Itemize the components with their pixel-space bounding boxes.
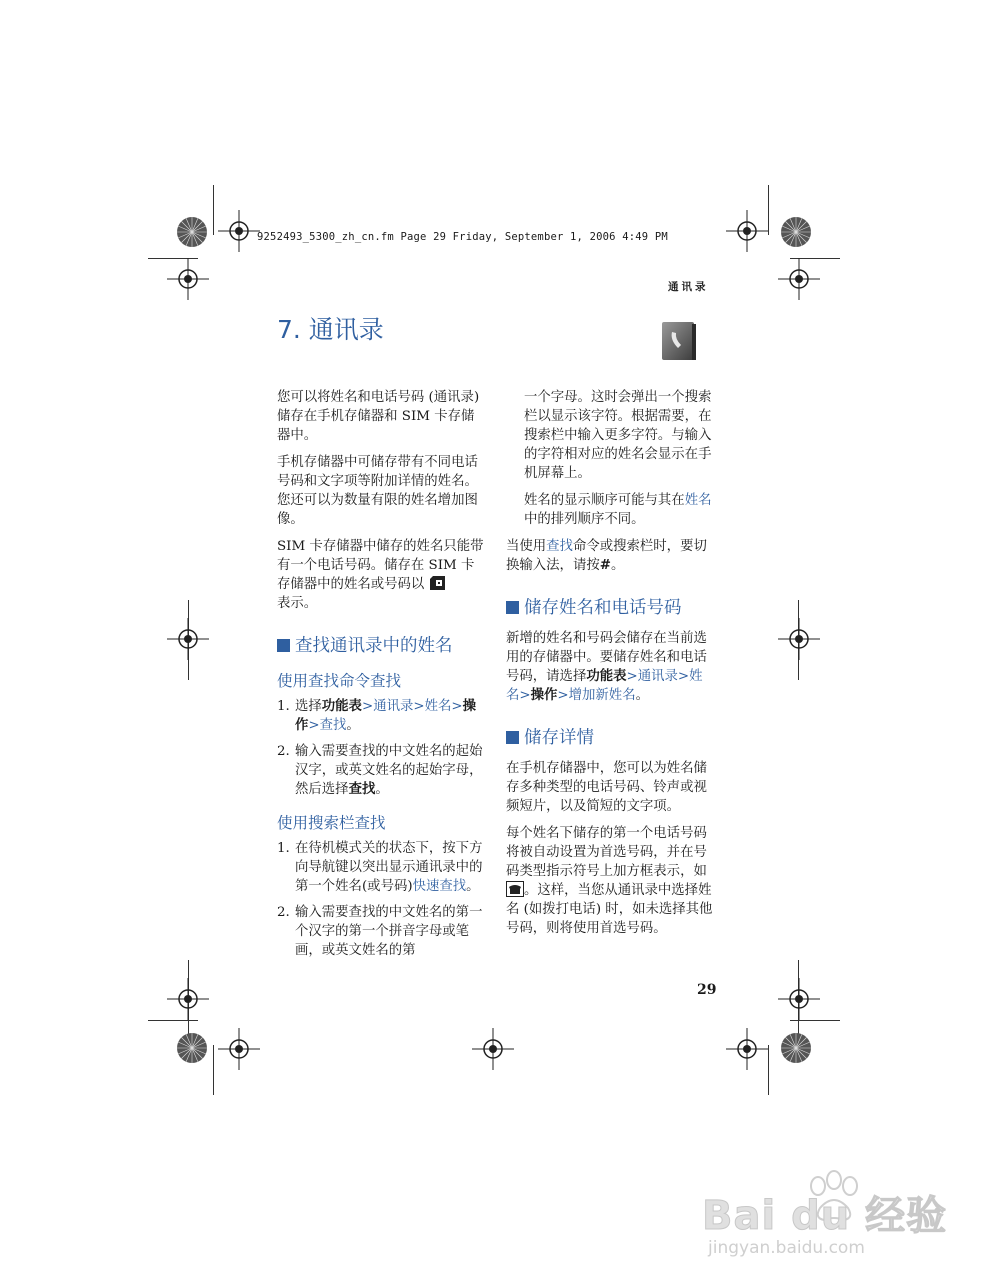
phone-memory-paragraph: 手机存储器中可储存带有不同电话号码和文字项等附加详情的姓名。您还可以为数量有限的姓名增加图像。 [277, 455, 478, 527]
registration-target-icon [472, 1028, 514, 1070]
heading-square-icon [277, 639, 290, 652]
options-label: 操作 [295, 699, 476, 733]
note-text: 中的排列顺序不同。 [524, 512, 645, 527]
path-separator: > [451, 699, 463, 714]
names-link[interactable]: 姓名 [506, 669, 703, 703]
paragraph-text: 。 [635, 688, 649, 703]
section-heading-find [277, 635, 487, 657]
path-separator: > [308, 718, 320, 733]
step-text-part: 在待机模式关的状态下，按下方向导航键以突出显示通讯录中的第一个姓名(或号码) [295, 841, 483, 894]
step-number: 1. [277, 699, 290, 714]
starburst-mark-icon [176, 216, 208, 248]
watermark-brand: Bai du 经验 [702, 1193, 948, 1239]
note-text: 命令或搜索栏时，要切换输入法，请按 [506, 539, 707, 573]
step-text [295, 697, 487, 735]
path-separator: > [677, 669, 690, 684]
list-item [277, 903, 487, 960]
sim-text: SIM 卡存储器中储存的姓名只能带有一个电话号码。储存在 SIM 卡存储器中的姓名或号码以 [277, 539, 484, 592]
display-order-note [506, 491, 714, 529]
subheading-search-bar: 使用搜索栏查找 [277, 814, 386, 832]
baidu-watermark [700, 1160, 948, 1260]
list-item [277, 742, 487, 799]
save-paragraph [506, 629, 714, 705]
input-method-note [506, 537, 714, 575]
registration-target-icon [218, 1028, 260, 1070]
right-column [506, 388, 714, 946]
note-text: 当使用 [506, 539, 547, 554]
section-heading-save [506, 597, 714, 619]
file-header: 9252493_5300_zh_cn.fm Page 29 Friday, September 1, 2006 4:49 PM [257, 231, 668, 243]
subheading-find-command: 使用查找命令查找 [277, 672, 402, 690]
names-link[interactable]: 姓名 [684, 493, 712, 508]
path-separator: > [557, 688, 569, 703]
registration-target-icon [167, 258, 209, 300]
sim-memory-paragraph [277, 537, 487, 613]
sim-card-icon [429, 575, 449, 591]
step-number: 2. [277, 744, 290, 759]
crop-line [768, 185, 769, 235]
path-separator: > [361, 699, 374, 714]
running-head: 通讯录 [668, 281, 709, 293]
step-text-part: 输入需要查找的中文姓名的起始汉字，或英文姓名的起始字母，然后选择 [295, 744, 483, 797]
starburst-mark-icon [780, 216, 812, 248]
step-end: 。 [375, 782, 389, 797]
list-item [277, 839, 487, 896]
page-number: 29 [697, 982, 717, 998]
find-link[interactable]: 查找 [546, 539, 573, 554]
details-paragraph: 在手机存储器中，您可以为姓名储存多种类型的电话号码、铃声或视频短片，以及简短的文字项。 [506, 761, 707, 814]
crop-line [148, 1020, 198, 1021]
note-text: 。 [610, 558, 625, 573]
section-heading-text: 查找通讯录中的姓名 [295, 636, 453, 656]
registration-target-icon [167, 618, 209, 660]
crop-line [213, 185, 214, 235]
menu-label: 功能表 [321, 699, 362, 714]
heading-square-icon [506, 601, 519, 614]
intro-paragraph: 您可以将姓名和电话号码 (通讯录) 储存在手机存储器和 SIM 卡存储器中。 [277, 390, 480, 443]
path-separator: > [519, 688, 531, 703]
step-text-part: 选择 [295, 699, 322, 714]
menu-label: 功能表 [586, 669, 627, 684]
step-number: 1. [277, 841, 290, 856]
heading-square-icon [506, 731, 519, 744]
path-separator: > [626, 669, 638, 684]
list-item [277, 697, 487, 735]
starburst-mark-icon [176, 1032, 208, 1064]
add-name-link[interactable]: 增加新姓名 [568, 688, 636, 703]
registration-target-icon [778, 978, 820, 1020]
contacts-link[interactable]: 通讯录 [637, 669, 678, 684]
hash-key-label: # [599, 558, 611, 573]
watermark-url: jingyan.baidu.com [708, 1238, 865, 1258]
starburst-mark-icon [780, 1032, 812, 1064]
quick-find-link[interactable]: 快速查找 [412, 879, 467, 894]
paragraph-text: 。这样，当您从通讯录中选择姓名 (如拨打电话) 时，如未选择其他号码，则将使用首选号码。 [506, 883, 713, 936]
step-end: 。 [346, 718, 360, 733]
registration-target-icon [726, 1028, 768, 1070]
crop-line [213, 1045, 214, 1095]
paragraph-text: 新增的姓名和号码会储存在当前选用的存储器中。要储存姓名和电话号码，请选择 [506, 631, 707, 684]
registration-target-icon [726, 210, 768, 252]
left-column [277, 388, 487, 967]
path-separator: > [413, 699, 425, 714]
registration-target-icon [167, 978, 209, 1020]
crop-line [768, 1045, 769, 1095]
find-label: 查找 [348, 782, 376, 797]
step-text: 输入需要查找的中文姓名的第一个汉字的第一个拼音字母或笔画，或英文姓名的第 [295, 905, 483, 958]
default-number-paragraph [506, 824, 714, 938]
section-heading-details [506, 727, 714, 749]
paragraph-text: 每个姓名下储存的第一个电话号码将被自动设置为首选号码，并在号码类型指示符号上加方框表示，如 [506, 826, 707, 879]
section-heading-text: 储存详情 [524, 728, 594, 748]
options-label: 操作 [530, 688, 558, 703]
chapter-title: 7. 通讯录 [277, 315, 384, 344]
find-link[interactable]: 查找 [319, 718, 347, 733]
sim-text-end: 表示。 [277, 596, 318, 611]
contacts-book-icon [660, 320, 698, 362]
registration-target-icon [218, 210, 260, 252]
step-number: 2. [277, 905, 290, 920]
step-text [295, 839, 487, 896]
step-end: 。 [466, 879, 480, 894]
framed-phone-icon [506, 881, 524, 897]
note-text: 姓名的显示顺序可能与其在 [524, 493, 685, 508]
names-link[interactable]: 姓名 [424, 699, 452, 714]
registration-target-icon [778, 618, 820, 660]
contacts-link[interactable]: 通讯录 [373, 699, 414, 714]
step-text [295, 742, 487, 799]
registration-target-icon [778, 258, 820, 300]
section-heading-text: 储存姓名和电话号码 [524, 598, 682, 618]
continued-step-text: 一个字母。这时会弹出一个搜索栏以显示该字符。根据需要，在搜索栏中输入更多字符。与输入的字符相对应的姓名会显示在手机屏幕上。 [524, 390, 712, 481]
